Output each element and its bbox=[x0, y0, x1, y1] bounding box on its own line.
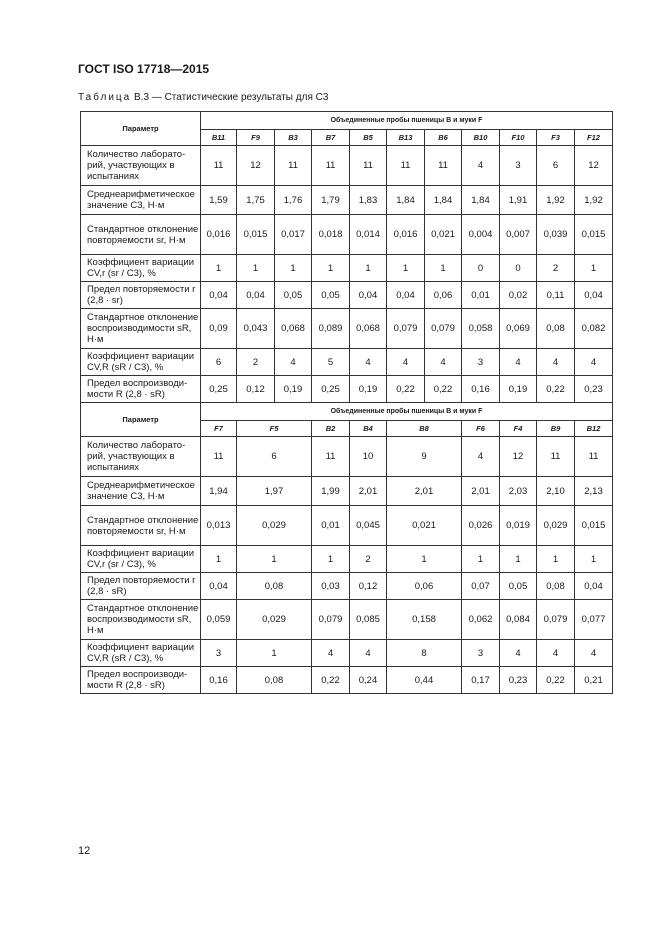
parameter-header: Параметр bbox=[81, 112, 201, 146]
parameter-label: Стандартное отклонение повторяемости sr, Н·м bbox=[81, 215, 201, 255]
value-cell: 0 bbox=[500, 255, 537, 282]
value-cell: 0,017 bbox=[275, 215, 312, 255]
value-cell: 10 bbox=[350, 437, 387, 477]
value-cell: 8 bbox=[387, 640, 462, 667]
value-cell: 4 bbox=[575, 640, 613, 667]
value-cell: 1 bbox=[500, 546, 537, 573]
value-cell: 0,44 bbox=[387, 667, 462, 694]
value-cell: 1,59 bbox=[201, 186, 237, 215]
value-cell: 0,06 bbox=[425, 282, 462, 309]
table-row bbox=[81, 349, 613, 376]
value-cell: 0,016 bbox=[387, 215, 425, 255]
statistics-table bbox=[80, 111, 613, 694]
table-row bbox=[81, 640, 613, 667]
parameter-label: Среднеарифметическое значение С3, Н·м bbox=[81, 186, 201, 215]
value-cell: 12 bbox=[237, 146, 275, 186]
value-cell: 3 bbox=[201, 640, 237, 667]
value-cell: 0,05 bbox=[312, 282, 350, 309]
value-cell: 0,016 bbox=[201, 215, 237, 255]
value-cell: 0,08 bbox=[237, 573, 312, 600]
value-cell: 11 bbox=[537, 437, 575, 477]
parameter-label: Стандартное отклонение воспроизводимости sR, Н·м bbox=[81, 600, 201, 640]
sample-header: B10 bbox=[462, 130, 500, 146]
value-cell: 2 bbox=[237, 349, 275, 376]
sample-header: F9 bbox=[237, 130, 275, 146]
value-cell: 0,07 bbox=[462, 573, 500, 600]
parameter-label: Предел повторяемости r (2,8 · sR) bbox=[81, 573, 201, 600]
value-cell: 0,05 bbox=[500, 573, 537, 600]
value-cell: 1,84 bbox=[425, 186, 462, 215]
value-cell: 0,22 bbox=[387, 376, 425, 403]
value-cell: 0,22 bbox=[537, 667, 575, 694]
value-cell: 3 bbox=[462, 349, 500, 376]
value-cell: 1 bbox=[201, 546, 237, 573]
parameter-label: Предел повторяемости r (2,8 · sr) bbox=[81, 282, 201, 309]
table-row bbox=[81, 573, 613, 600]
parameter-label: Предел воспроизводимости R (2,8 · sR) bbox=[81, 376, 201, 403]
value-cell: 0,23 bbox=[500, 667, 537, 694]
value-cell: 0,04 bbox=[201, 282, 237, 309]
value-cell: 0,12 bbox=[237, 376, 275, 403]
value-cell: 0,11 bbox=[537, 282, 575, 309]
value-cell: 0,084 bbox=[500, 600, 537, 640]
value-cell: 1,92 bbox=[575, 186, 613, 215]
value-cell: 0,045 bbox=[350, 506, 387, 546]
value-cell: 1 bbox=[425, 255, 462, 282]
value-cell: 0,25 bbox=[201, 376, 237, 403]
value-cell: 4 bbox=[500, 640, 537, 667]
parameter-label: Коэффициент вариации CV,r (sr / С3), % bbox=[81, 546, 201, 573]
value-cell: 0,03 bbox=[312, 573, 350, 600]
value-cell: 0,015 bbox=[575, 506, 613, 546]
value-cell: 1,92 bbox=[537, 186, 575, 215]
value-cell: 1,79 bbox=[312, 186, 350, 215]
value-cell: 11 bbox=[275, 146, 312, 186]
value-cell: 0,079 bbox=[537, 600, 575, 640]
group-header: Объединенные пробы пшеницы В и муки F bbox=[201, 112, 613, 130]
parameter-label: Коэффициент вариации CV,R (sR / С3), % bbox=[81, 640, 201, 667]
value-cell: 1 bbox=[237, 640, 312, 667]
value-cell: 0,01 bbox=[462, 282, 500, 309]
value-cell: 0,158 bbox=[387, 600, 462, 640]
value-cell: 0,059 bbox=[201, 600, 237, 640]
value-cell: 0,029 bbox=[537, 506, 575, 546]
value-cell: 0,089 bbox=[312, 309, 350, 349]
value-cell: 1,99 bbox=[312, 477, 350, 506]
value-cell: 0,08 bbox=[537, 573, 575, 600]
value-cell: 11 bbox=[387, 146, 425, 186]
value-cell: 4 bbox=[537, 640, 575, 667]
value-cell: 1 bbox=[387, 546, 462, 573]
sample-header: B13 bbox=[387, 130, 425, 146]
value-cell: 0,01 bbox=[312, 506, 350, 546]
value-cell: 1,84 bbox=[462, 186, 500, 215]
value-cell: 0,079 bbox=[425, 309, 462, 349]
parameter-label: Предел воспроизводимости R (2,8 · sR) bbox=[81, 667, 201, 694]
document-header: ГОСТ ISO 17718—2015 bbox=[78, 62, 210, 76]
value-cell: 1,75 bbox=[237, 186, 275, 215]
value-cell: 4 bbox=[425, 349, 462, 376]
value-cell: 4 bbox=[350, 349, 387, 376]
group-header-row bbox=[81, 403, 613, 421]
sample-header: B7 bbox=[312, 130, 350, 146]
value-cell: 0,17 bbox=[462, 667, 500, 694]
value-cell: 0,039 bbox=[537, 215, 575, 255]
value-cell: 0,22 bbox=[537, 376, 575, 403]
parameter-label: Коэффициент вариации CV,R (sR / С3), % bbox=[81, 349, 201, 376]
value-cell: 0 bbox=[462, 255, 500, 282]
value-cell: 1 bbox=[462, 546, 500, 573]
value-cell: 1,91 bbox=[500, 186, 537, 215]
parameter-label: Среднеарифметическое значение С3, Н·м bbox=[81, 477, 201, 506]
value-cell: 2 bbox=[537, 255, 575, 282]
table-row bbox=[81, 600, 613, 640]
value-cell: 0,079 bbox=[312, 600, 350, 640]
sample-header: B2 bbox=[312, 421, 350, 437]
value-cell: 0,015 bbox=[575, 215, 613, 255]
value-cell: 1 bbox=[387, 255, 425, 282]
value-cell: 11 bbox=[425, 146, 462, 186]
table-row bbox=[81, 546, 613, 573]
value-cell: 2,01 bbox=[462, 477, 500, 506]
value-cell: 0,007 bbox=[500, 215, 537, 255]
value-cell: 11 bbox=[312, 437, 350, 477]
sample-header: F3 bbox=[537, 130, 575, 146]
parameter-label: Количество лабораторий, участвующих в испытаниях bbox=[81, 437, 201, 477]
value-cell: 3 bbox=[500, 146, 537, 186]
value-cell: 12 bbox=[500, 437, 537, 477]
group-header-row bbox=[81, 112, 613, 130]
value-cell: 0,22 bbox=[425, 376, 462, 403]
sample-header: B6 bbox=[425, 130, 462, 146]
sample-header: F5 bbox=[237, 421, 312, 437]
value-cell: 0,23 bbox=[575, 376, 613, 403]
value-cell: 4 bbox=[312, 640, 350, 667]
value-cell: 1 bbox=[237, 255, 275, 282]
value-cell: 0,19 bbox=[350, 376, 387, 403]
value-cell: 0,004 bbox=[462, 215, 500, 255]
sample-header: B4 bbox=[350, 421, 387, 437]
value-cell: 0,25 bbox=[312, 376, 350, 403]
value-cell: 4 bbox=[462, 146, 500, 186]
value-cell: 0,043 bbox=[237, 309, 275, 349]
value-cell: 2,01 bbox=[350, 477, 387, 506]
value-cell: 0,077 bbox=[575, 600, 613, 640]
value-cell: 0,068 bbox=[350, 309, 387, 349]
table-row bbox=[81, 215, 613, 255]
value-cell: 6 bbox=[237, 437, 312, 477]
value-cell: 6 bbox=[201, 349, 237, 376]
value-cell: 2,10 bbox=[537, 477, 575, 506]
table-row bbox=[81, 309, 613, 349]
sample-header: F6 bbox=[462, 421, 500, 437]
value-cell: 1,84 bbox=[387, 186, 425, 215]
table-row bbox=[81, 376, 613, 403]
value-cell: 1 bbox=[312, 546, 350, 573]
value-cell: 1 bbox=[350, 255, 387, 282]
value-cell: 9 bbox=[387, 437, 462, 477]
value-cell: 0,24 bbox=[350, 667, 387, 694]
value-cell: 2,01 bbox=[387, 477, 462, 506]
value-cell: 1 bbox=[537, 546, 575, 573]
value-cell: 1,94 bbox=[201, 477, 237, 506]
value-cell: 0,02 bbox=[500, 282, 537, 309]
sample-header: B12 bbox=[575, 421, 613, 437]
value-cell: 3 bbox=[462, 640, 500, 667]
page-number: 12 bbox=[78, 845, 91, 857]
table-row bbox=[81, 477, 613, 506]
value-cell: 12 bbox=[575, 146, 613, 186]
parameter-header: Параметр bbox=[81, 403, 201, 437]
value-cell: 0,062 bbox=[462, 600, 500, 640]
value-cell: 11 bbox=[350, 146, 387, 186]
sample-header: F12 bbox=[575, 130, 613, 146]
value-cell: 0,16 bbox=[201, 667, 237, 694]
value-cell: 0,09 bbox=[201, 309, 237, 349]
value-cell: 0,068 bbox=[275, 309, 312, 349]
value-cell: 1,97 bbox=[237, 477, 312, 506]
table-row bbox=[81, 186, 613, 215]
parameter-label: Коэффициент вариации CV,r (sr / С3), % bbox=[81, 255, 201, 282]
value-cell: 0,06 bbox=[387, 573, 462, 600]
value-cell: 1 bbox=[237, 546, 312, 573]
value-cell: 0,069 bbox=[500, 309, 537, 349]
value-cell: 0,16 bbox=[462, 376, 500, 403]
value-cell: 4 bbox=[462, 437, 500, 477]
table-row bbox=[81, 667, 613, 694]
parameter-label: Стандартное отклонение повторяемости sr, Н·м bbox=[81, 506, 201, 546]
value-cell: 4 bbox=[387, 349, 425, 376]
value-cell: 0,013 bbox=[201, 506, 237, 546]
sample-header: B8 bbox=[387, 421, 462, 437]
value-cell: 0,04 bbox=[237, 282, 275, 309]
value-cell: 0,04 bbox=[201, 573, 237, 600]
table-row bbox=[81, 506, 613, 546]
sample-header: B11 bbox=[201, 130, 237, 146]
sample-header: B9 bbox=[537, 421, 575, 437]
value-cell: 0,08 bbox=[237, 667, 312, 694]
table-row bbox=[81, 282, 613, 309]
value-cell: 0,22 bbox=[312, 667, 350, 694]
table-row bbox=[81, 255, 613, 282]
value-cell: 2 bbox=[350, 546, 387, 573]
value-cell: 1,76 bbox=[275, 186, 312, 215]
table-row bbox=[81, 146, 613, 186]
value-cell: 0,058 bbox=[462, 309, 500, 349]
value-cell: 11 bbox=[201, 146, 237, 186]
value-cell: 0,015 bbox=[237, 215, 275, 255]
value-cell: 4 bbox=[500, 349, 537, 376]
value-cell: 1 bbox=[312, 255, 350, 282]
value-cell: 4 bbox=[275, 349, 312, 376]
value-cell: 0,029 bbox=[237, 506, 312, 546]
caption-text: В.3 — Статистические результаты для С3 bbox=[131, 92, 329, 103]
value-cell: 0,029 bbox=[237, 600, 312, 640]
value-cell: 0,021 bbox=[387, 506, 462, 546]
table-row bbox=[81, 437, 613, 477]
value-cell: 0,021 bbox=[425, 215, 462, 255]
sample-header: F4 bbox=[500, 421, 537, 437]
table-section-1 bbox=[81, 112, 613, 403]
value-cell: 0,21 bbox=[575, 667, 613, 694]
value-cell: 1,83 bbox=[350, 186, 387, 215]
value-cell: 2,03 bbox=[500, 477, 537, 506]
value-cell: 0,026 bbox=[462, 506, 500, 546]
table-section-2 bbox=[81, 403, 613, 694]
sample-header: F10 bbox=[500, 130, 537, 146]
sample-header: F7 bbox=[201, 421, 237, 437]
table-caption bbox=[78, 92, 328, 103]
parameter-label: Стандартное отклонение воспроизводимости sR, Н·м bbox=[81, 309, 201, 349]
value-cell: 0,019 bbox=[500, 506, 537, 546]
value-cell: 11 bbox=[201, 437, 237, 477]
value-cell: 1 bbox=[575, 546, 613, 573]
value-cell: 0,19 bbox=[275, 376, 312, 403]
value-cell: 0,19 bbox=[500, 376, 537, 403]
value-cell: 0,08 bbox=[537, 309, 575, 349]
value-cell: 0,079 bbox=[387, 309, 425, 349]
value-cell: 11 bbox=[312, 146, 350, 186]
value-cell: 0,018 bbox=[312, 215, 350, 255]
value-cell: 0,014 bbox=[350, 215, 387, 255]
value-cell: 2,13 bbox=[575, 477, 613, 506]
value-cell: 4 bbox=[350, 640, 387, 667]
sample-header: B3 bbox=[275, 130, 312, 146]
value-cell: 11 bbox=[575, 437, 613, 477]
value-cell: 5 bbox=[312, 349, 350, 376]
value-cell: 1 bbox=[575, 255, 613, 282]
value-cell: 4 bbox=[537, 349, 575, 376]
value-cell: 0,04 bbox=[387, 282, 425, 309]
caption-prefix: Таблица bbox=[78, 92, 132, 103]
value-cell: 1 bbox=[201, 255, 237, 282]
value-cell: 0,082 bbox=[575, 309, 613, 349]
value-cell: 0,085 bbox=[350, 600, 387, 640]
value-cell: 6 bbox=[537, 146, 575, 186]
sample-header: B5 bbox=[350, 130, 387, 146]
value-cell: 0,04 bbox=[350, 282, 387, 309]
value-cell: 0,04 bbox=[575, 282, 613, 309]
value-cell: 1 bbox=[275, 255, 312, 282]
value-cell: 4 bbox=[575, 349, 613, 376]
value-cell: 0,12 bbox=[350, 573, 387, 600]
group-header: Объединенные пробы пшеницы В и муки F bbox=[201, 403, 613, 421]
value-cell: 0,05 bbox=[275, 282, 312, 309]
parameter-label: Количество лабораторий, участвующих в испытаниях bbox=[81, 146, 201, 186]
value-cell: 0,04 bbox=[575, 573, 613, 600]
